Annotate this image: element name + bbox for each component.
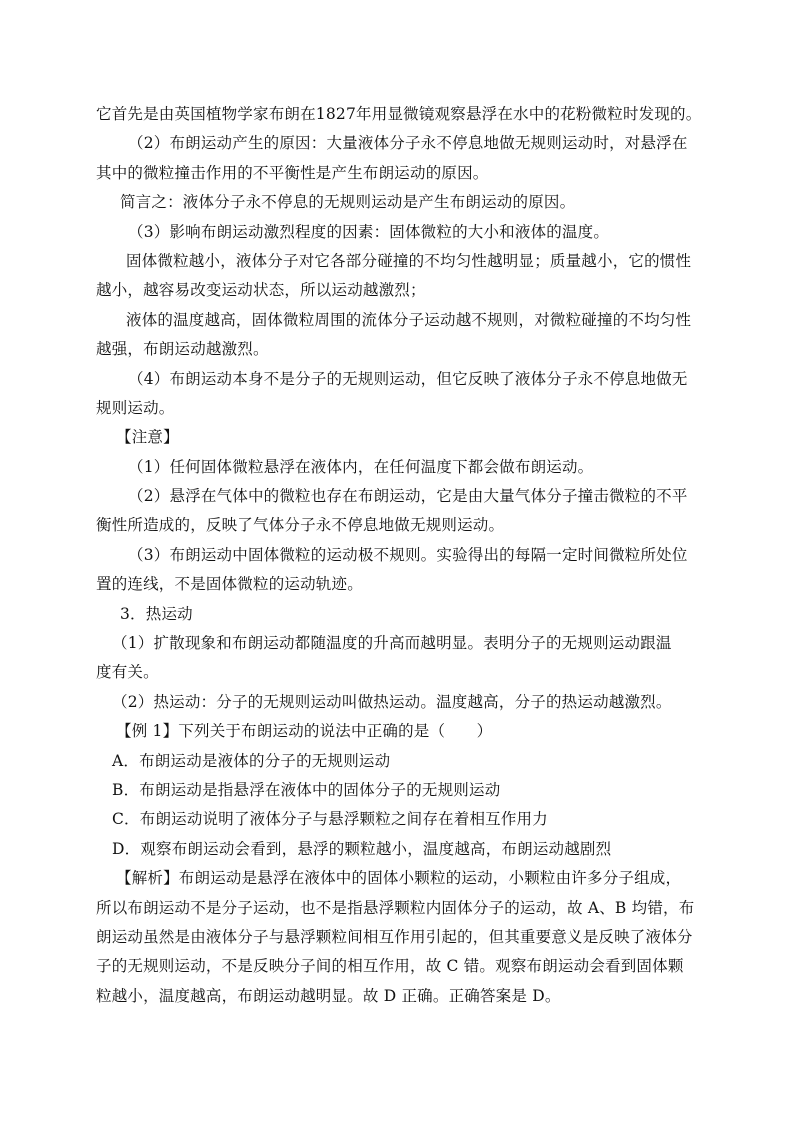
analysis-text: 子的无规则运动，不是反映分子间的相互作用，故 C 错。观察布朗运动会看到固体颗 [96,957,684,976]
text-line: 规则运动。 [96,398,175,417]
document-body [96,100,706,1011]
section-heading-note: 【注意】 [116,428,179,447]
text-line: 置的连线，不是固体微粒的运动轨迹。 [96,575,363,594]
analysis-text: 【解析】布朗运动是悬浮在液体中的固体小颗粒的运动，小颗粒由许多分子组成， [116,869,682,888]
text-line: （3）布朗运动中固体微粒的运动极不规则。实验得出的每隔一定时间微粒所处位 [128,545,688,564]
option-c: C．布朗运动说明了液体分子与悬浮颗粒之间存在着相互作用力 [112,810,548,829]
text-line: 度有关。 [96,663,159,682]
text-line: 它首先是由英国植物学家布朗在1827年用显微镜观察悬浮在水中的花粉微粒时发现的。 [96,105,702,123]
text-line: 越强，布朗运动越激烈。 [96,340,269,359]
example-question: 【例 1】下列关于布朗运动的说法中正确的是（ ） [116,722,493,741]
text-line: （4）布朗运动本身不是分子的无规则运动，但它反映了液体分子永不停息地做无 [128,369,688,388]
option-a: A．布朗运动是液体的分子的无规则运动 [112,751,391,770]
analysis-text: 粒越小，温度越高，布朗运动越明显。故 D 正确。正确答案是 D。 [96,986,561,1005]
text-line: 固体微粒越小，液体分子对它各部分碰撞的不均匀性越明显；质量越小，它的惯性 [126,251,692,270]
text-line: 简言之：液体分子永不停息的无规则运动是产生布朗运动的原因。 [120,193,576,212]
text-line: （1）扩散现象和布朗运动都随温度的升高而越明显。表明分子的无规则运动跟温 [112,634,672,653]
text-line: （2）布朗运动产生的原因：大量液体分子永不停息地做无规则运动时，对悬浮在 [128,134,688,153]
text-line: （2）悬浮在气体中的微粒也存在布朗运动，它是由大量气体分子撞击微粒的不平 [128,487,688,506]
section-heading-thermal-motion: 3．热运动 [120,604,193,623]
option-d: D．观察布朗运动会看到，悬浮的颗粒越小，温度越高，布朗运动越剧烈 [112,839,612,858]
text-line: 其中的微粒撞击作用的不平衡性是产生布朗运动的原因。 [96,163,489,182]
analysis-text: 朗运动虽然是由液体分子与悬浮颗粒间相互作用引起的，但其重要意义是反映了液体分 [96,927,693,946]
analysis-text: 所以布朗运动不是分子运动，也不是指悬浮颗粒内固体分子的运动，故 A、B 均错，布 [96,898,695,917]
text-line: （2）热运动：分子的无规则运动叫做热运动。温度越高，分子的热运动越激烈。 [112,692,672,711]
text-line: （3）影响布朗运动激烈程度的因素：固体微粒的大小和液体的温度。 [128,222,610,241]
text-line: 越小，越容易改变运动状态，所以运动越激烈； [96,281,426,300]
option-b: B．布朗运动是指悬浮在液体中的固体分子的无规则运动 [112,780,501,799]
text-line: 衡性所造成的，反映了气体分子永不停息地做无规则运动。 [96,516,505,535]
text-line: 液体的温度越高，固体微粒周围的流体分子运动越不规则，对微粒碰撞的不均匀性 [126,310,692,329]
text-line: （1）任何固体微粒悬浮在液体内，在任何温度下都会做布朗运动。 [128,457,594,476]
